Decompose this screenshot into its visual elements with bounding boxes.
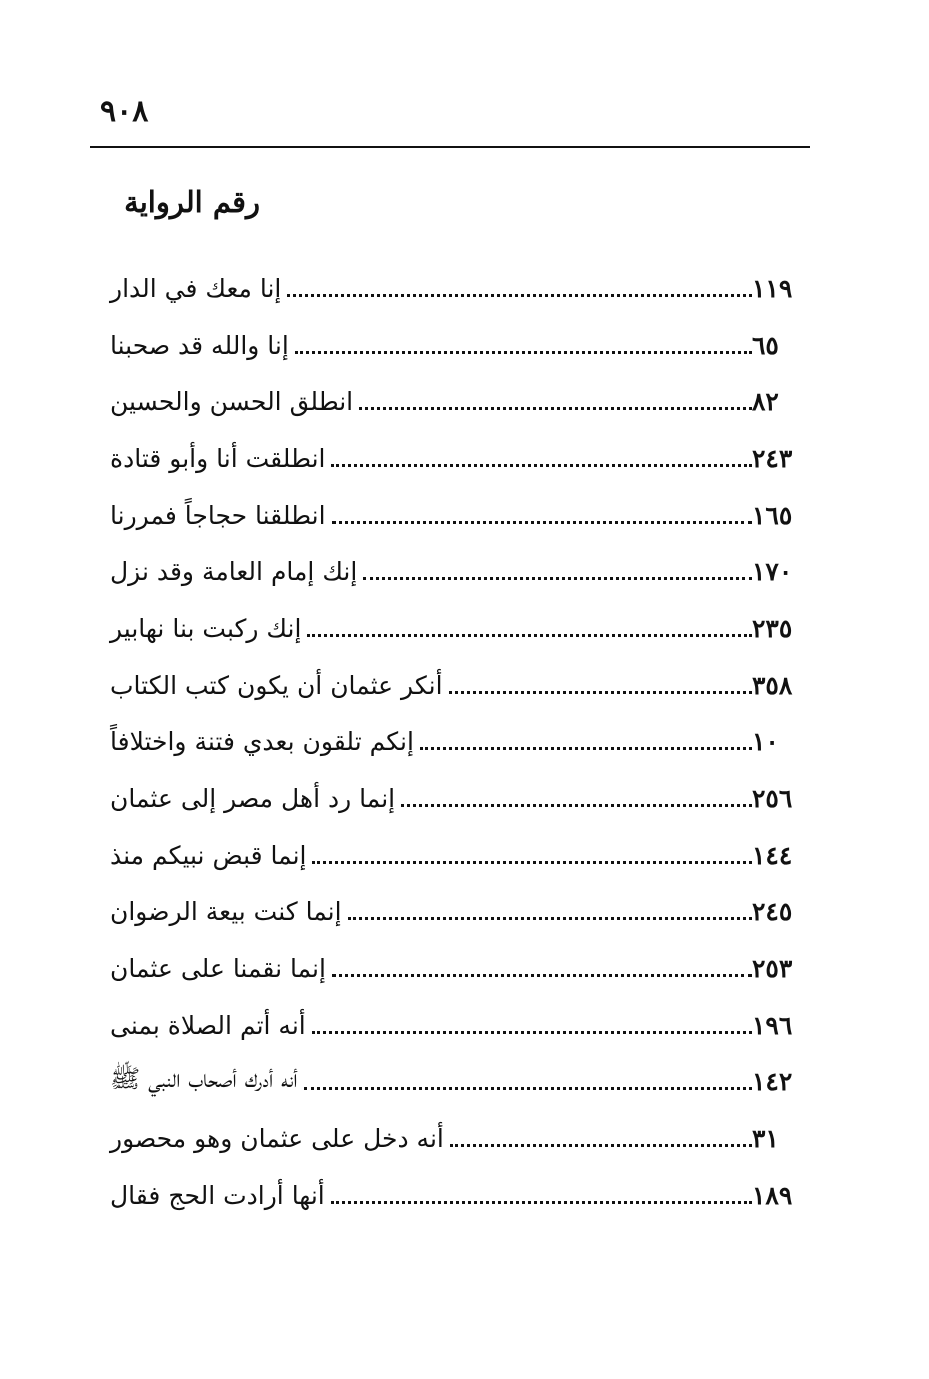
dot-leader [363, 577, 752, 580]
index-entries [100, 260, 810, 1224]
entry-number: ١٩٦ [752, 1010, 793, 1040]
entry-text: أنها أرادت الحج فقال [110, 1180, 325, 1210]
dot-leader [420, 747, 752, 750]
entry-text: انطلق الحسن والحسين [110, 387, 354, 417]
entry-number: ٢٤٣ [752, 443, 793, 473]
index-entry [100, 770, 810, 827]
index-entry [100, 940, 810, 997]
entry-text: إنما نقمنا على عثمان [110, 954, 326, 984]
entry-number: ٣١ [752, 1124, 779, 1154]
entry-text: انطلقنا حجاجاً فمررنا [110, 500, 326, 530]
dot-leader [450, 1144, 752, 1147]
dot-leader [332, 974, 752, 977]
entry-number: ٦٥ [752, 330, 779, 360]
index-entry [100, 373, 810, 430]
index-entry [100, 430, 810, 487]
entry-number: ١٧٠ [752, 557, 793, 587]
entry-number: ٢٤٥ [752, 897, 793, 927]
entry-number: ٨٢ [752, 387, 779, 417]
entry-number: ٢٣٥ [752, 613, 793, 643]
dot-leader [304, 1087, 752, 1090]
entry-text: إنكم تلقون بعدي فتنة واختلافاً [110, 727, 414, 757]
index-entry [100, 1167, 810, 1224]
entry-number: ٣٥٨ [752, 670, 793, 700]
entry-text: أنكر عثمان أن يكون كتب الكتاب [110, 670, 443, 700]
dot-leader [312, 861, 752, 864]
column-heading: رقم الرواية [124, 185, 260, 219]
entry-number: ١٤٢ [752, 1067, 793, 1097]
index-entry [100, 714, 810, 771]
entry-text: إنك ركبت بنا نهابير [110, 613, 302, 643]
entry-text: إنا والله قد صحبنا [110, 330, 289, 360]
index-entry [100, 827, 810, 884]
entry-number: ٢٥٣ [752, 954, 793, 984]
index-entry [100, 600, 810, 657]
page-number: ٩٠٨ [100, 94, 149, 129]
dot-leader [331, 464, 752, 467]
dot-leader [348, 917, 752, 920]
entry-number: ١٨٩ [752, 1180, 793, 1210]
entry-number: ١١٩ [752, 273, 793, 303]
header-rule [90, 146, 810, 148]
dot-leader [312, 1031, 752, 1034]
dot-leader [287, 294, 752, 297]
index-entry [100, 884, 810, 941]
dot-leader [401, 804, 752, 807]
index-entry [100, 657, 810, 714]
dot-leader [332, 521, 752, 524]
entry-number: ١٠ [752, 727, 779, 757]
index-entry [100, 487, 810, 544]
dot-leader [359, 407, 752, 410]
dot-leader [449, 691, 752, 694]
entry-text: إنا معك في الدار [110, 273, 282, 303]
index-entry [100, 1110, 810, 1167]
entry-text: إنك إمام العامة وقد نزل [110, 557, 358, 587]
entry-text: إنما قبض نبيكم منذ [110, 840, 307, 870]
entry-text: إنما كنت بيعة الرضوان [110, 897, 342, 927]
index-entry [100, 997, 810, 1054]
dot-leader [295, 351, 752, 354]
index-entry [100, 1054, 810, 1111]
entry-number: ٢٥٦ [752, 784, 793, 814]
entry-number: ١٤٤ [752, 840, 793, 870]
entry-text: أنه دخل على عثمان وهو محصور [110, 1124, 444, 1154]
entry-text: أنه أتم الصلاة بمنى [110, 1010, 306, 1040]
entry-text: إنما رد أهل مصر إلى عثمان [110, 784, 396, 814]
entry-text: انطلقت أنا وأبو قتادة [110, 443, 326, 473]
index-entry [100, 317, 810, 374]
index-entry [100, 543, 810, 600]
entry-text: أنه أدرك أصحاب النبي ﷺ [110, 1064, 298, 1094]
entry-number: ١٦٥ [752, 500, 793, 530]
index-entry [100, 260, 810, 317]
dot-leader [331, 1201, 752, 1204]
dot-leader [307, 634, 752, 637]
